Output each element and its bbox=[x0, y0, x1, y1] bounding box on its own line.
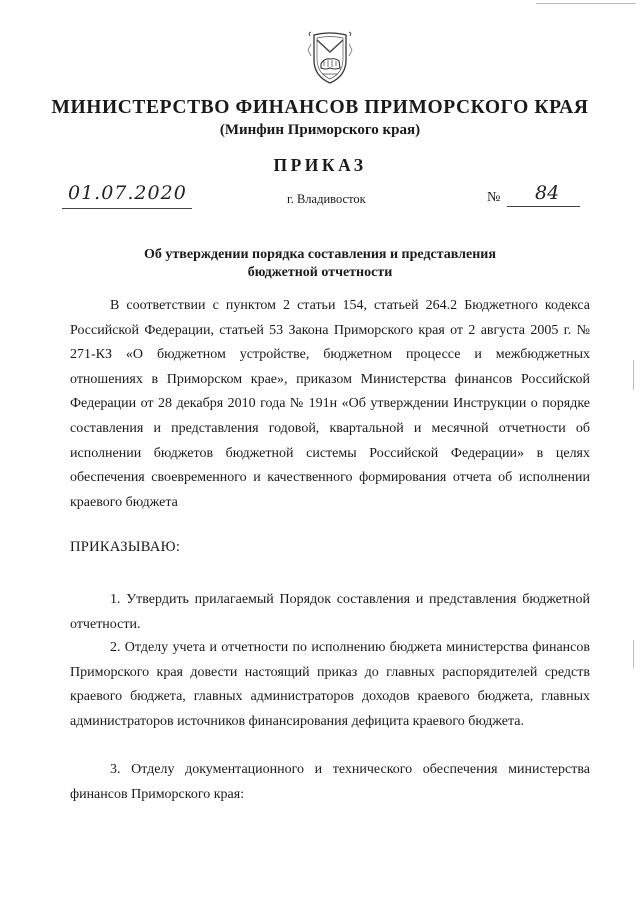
document-type: ПРИКАЗ bbox=[273, 155, 367, 175]
date-field bbox=[62, 182, 192, 209]
city-label: г. Владивосток bbox=[287, 192, 366, 206]
scan-edge-mark bbox=[633, 360, 634, 390]
ministry-name: МИНИСТЕРСТВО ФИНАНСОВ ПРИМОРСКОГО КРАЯ bbox=[51, 97, 589, 118]
number-field bbox=[507, 184, 580, 207]
ministry-short-name: (Минфин Приморского края) bbox=[219, 122, 421, 138]
number-label: № bbox=[487, 190, 501, 205]
clause-3: 3. Отделу документационного и технического обеспечения министерства финансов Приморского края: bbox=[70, 762, 590, 802]
subject-line-1: Об утверждении порядка составления и представления bbox=[144, 247, 496, 262]
preamble-paragraph: В соответствии с пунктом 2 статьи 154, статьей 264.2 Бюджетного кодекса Российской Федерации, статьей 53 Закона Приморского края от 2 августа 2005 г. № 271-КЗ «О бюджетном устройстве, бюджетном процессе и межбюджетных отношениях в Приморском крае», приказом Министерства финансов Российской Федерации от 28 декабря 2010 года № 191н «Об утверждении Инструкции о порядке составления и представления годовой, квартальной и месячной отчетности об исполнении бюджетов бюджетной системы Российской Федерации» в целях обеспечения своевременного и качественного формирования отчета об исполнении краевого бюджета bbox=[70, 298, 590, 510]
document-subject bbox=[0, 246, 640, 282]
order-word: ПРИКАЗЫВАЮ: bbox=[70, 539, 181, 555]
clause-1: 1. Утвердить прилагаемый Порядок составления и представления бюджетной отчетности. bbox=[70, 592, 590, 632]
number-value: 84 bbox=[535, 182, 560, 204]
clause-2: 2. Отделу учета и отчетности по исполнению бюджета министерства финансов Приморского края довести настоящий приказ до главных распорядителей средств краевого бюджета, главных администраторов доходов краевого бюджета, главных администраторов источников финансирования дефицита краевого бюджета. bbox=[70, 640, 590, 729]
scan-edge-mark bbox=[633, 640, 634, 668]
coat-of-arms-icon bbox=[300, 30, 360, 86]
scan-edge-mark bbox=[536, 3, 636, 4]
subject-line-2: бюджетной отчетности bbox=[247, 265, 393, 280]
date-value: 01.07.2020 bbox=[68, 182, 187, 204]
